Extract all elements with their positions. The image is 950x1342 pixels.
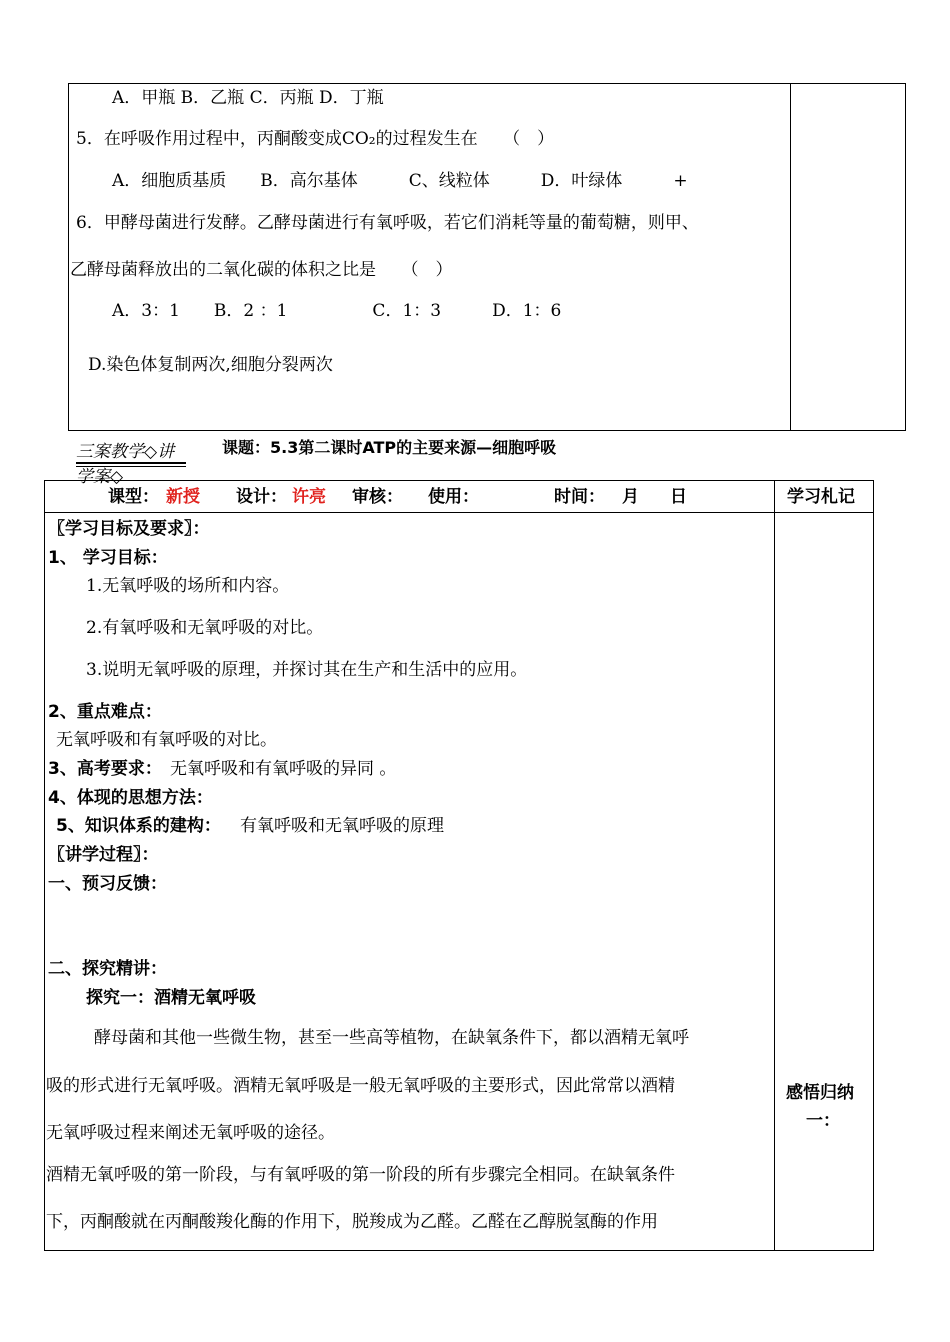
goal-2-text: 无氧呼吸和有氧呼吸的对比。 [56, 730, 277, 750]
logo-text: 三案教学◇讲学案◇ [76, 442, 175, 487]
month-label: 月 [622, 487, 639, 507]
goal-1-heading: 1、 学习目标： [48, 548, 168, 568]
goals-heading: 〖学习目标及要求〗： [48, 519, 210, 539]
day-label: 日 [670, 487, 687, 507]
q6-stem-line-2: 乙酵母菌释放出的二氧化碳的体积之比是 （ ） [70, 260, 453, 280]
para-1-line-3: 无氧呼吸过程来阐述无氧呼吸的途径。 [46, 1123, 335, 1143]
logo-underline [76, 462, 186, 464]
para-2-line-1: 酒精无氧呼吸的第一阶段，与有氧呼吸的第一阶段的所有步骤完全相同。在缺氧条件 [46, 1165, 675, 1185]
goal-3-heading: 3、高考要求： [48, 759, 162, 779]
para-1-line-2: 吸的形式进行无氧呼吸。酒精无氧呼吸是一般无氧呼吸的主要形式，因此常常以酒精 [46, 1076, 675, 1096]
logo [76, 437, 186, 487]
q4-options: A．甲瓶 B．乙瓶 C．丙瓶 D．丁瓶 [112, 88, 384, 108]
summary-label-line-1: 感悟归纳 [786, 1083, 854, 1103]
goal-3-text: 无氧呼吸和有氧呼吸的异同 。 [170, 759, 397, 779]
process-heading: 〖讲学过程〗： [48, 845, 159, 865]
design-value: 许亮 [292, 487, 326, 507]
explore-1-heading: 探究一：酒精无氧呼吸 [86, 988, 256, 1008]
goal-1-item-3: 3.说明无氧呼吸的原理，并探讨其在生产和生活中的应用。 [86, 660, 528, 680]
design-label: 设计： [236, 487, 287, 507]
notes-column-header: 学习札记 [787, 487, 855, 507]
q5-stem: 5．在呼吸作用过程中，丙酮酸变成CO₂的过程发生在 （ ） [76, 129, 555, 149]
q5-options: A．细胞质基质 B．高尔基体 C、线粒体 D．叶绿体 + [112, 171, 688, 191]
q6-options: A．3：1 B．2 ：1 C．1：3 D．1：6 [112, 301, 562, 321]
page-title: 课题：5.3第二课时ATP的主要来源—细胞呼吸 [222, 438, 557, 457]
logo-underline-thin [76, 466, 186, 467]
goal-1-item-1: 1.无氧呼吸的场所和内容。 [86, 576, 290, 596]
extra-option: D.染色体复制两次,细胞分裂两次 [88, 355, 333, 375]
para-1-line-1: 酵母菌和其他一些微生物，甚至一些高等植物，在缺氧条件下，都以酒精无氧呼 [94, 1028, 689, 1048]
goal-5-text: 有氧呼吸和无氧呼吸的原理 [240, 816, 444, 836]
goal-5-heading: 5、知识体系的建构： [56, 816, 221, 836]
summary-label-line-2: 一： [806, 1111, 840, 1131]
goal-1-item-2: 2.有氧呼吸和无氧呼吸的对比。 [86, 618, 324, 638]
table-header-divider [44, 512, 874, 513]
review-label: 审核： [352, 487, 403, 507]
goal-4-heading: 4、体现的思想方法： [48, 788, 213, 808]
table-column-divider [790, 83, 791, 431]
type-label: 课型： [108, 487, 159, 507]
para-2-line-2: 下，丙酮酸就在丙酮酸羧化酶的作用下，脱羧成为乙醛。乙醛在乙醇脱氢酶的作用 [46, 1212, 658, 1232]
preview-heading: 一、预习反馈： [48, 874, 167, 894]
explore-heading: 二、探究精讲： [48, 959, 167, 979]
use-label: 使用： [428, 487, 479, 507]
table-column-divider [774, 480, 775, 1251]
q6-stem-line-1: 6．甲酵母菌进行发酵。乙酵母菌进行有氧呼吸，若它们消耗等量的葡萄糖，则甲、 [76, 213, 699, 233]
type-value: 新授 [166, 487, 200, 507]
goal-2-heading: 2、重点难点： [48, 702, 162, 722]
time-label: 时间： [554, 487, 605, 507]
